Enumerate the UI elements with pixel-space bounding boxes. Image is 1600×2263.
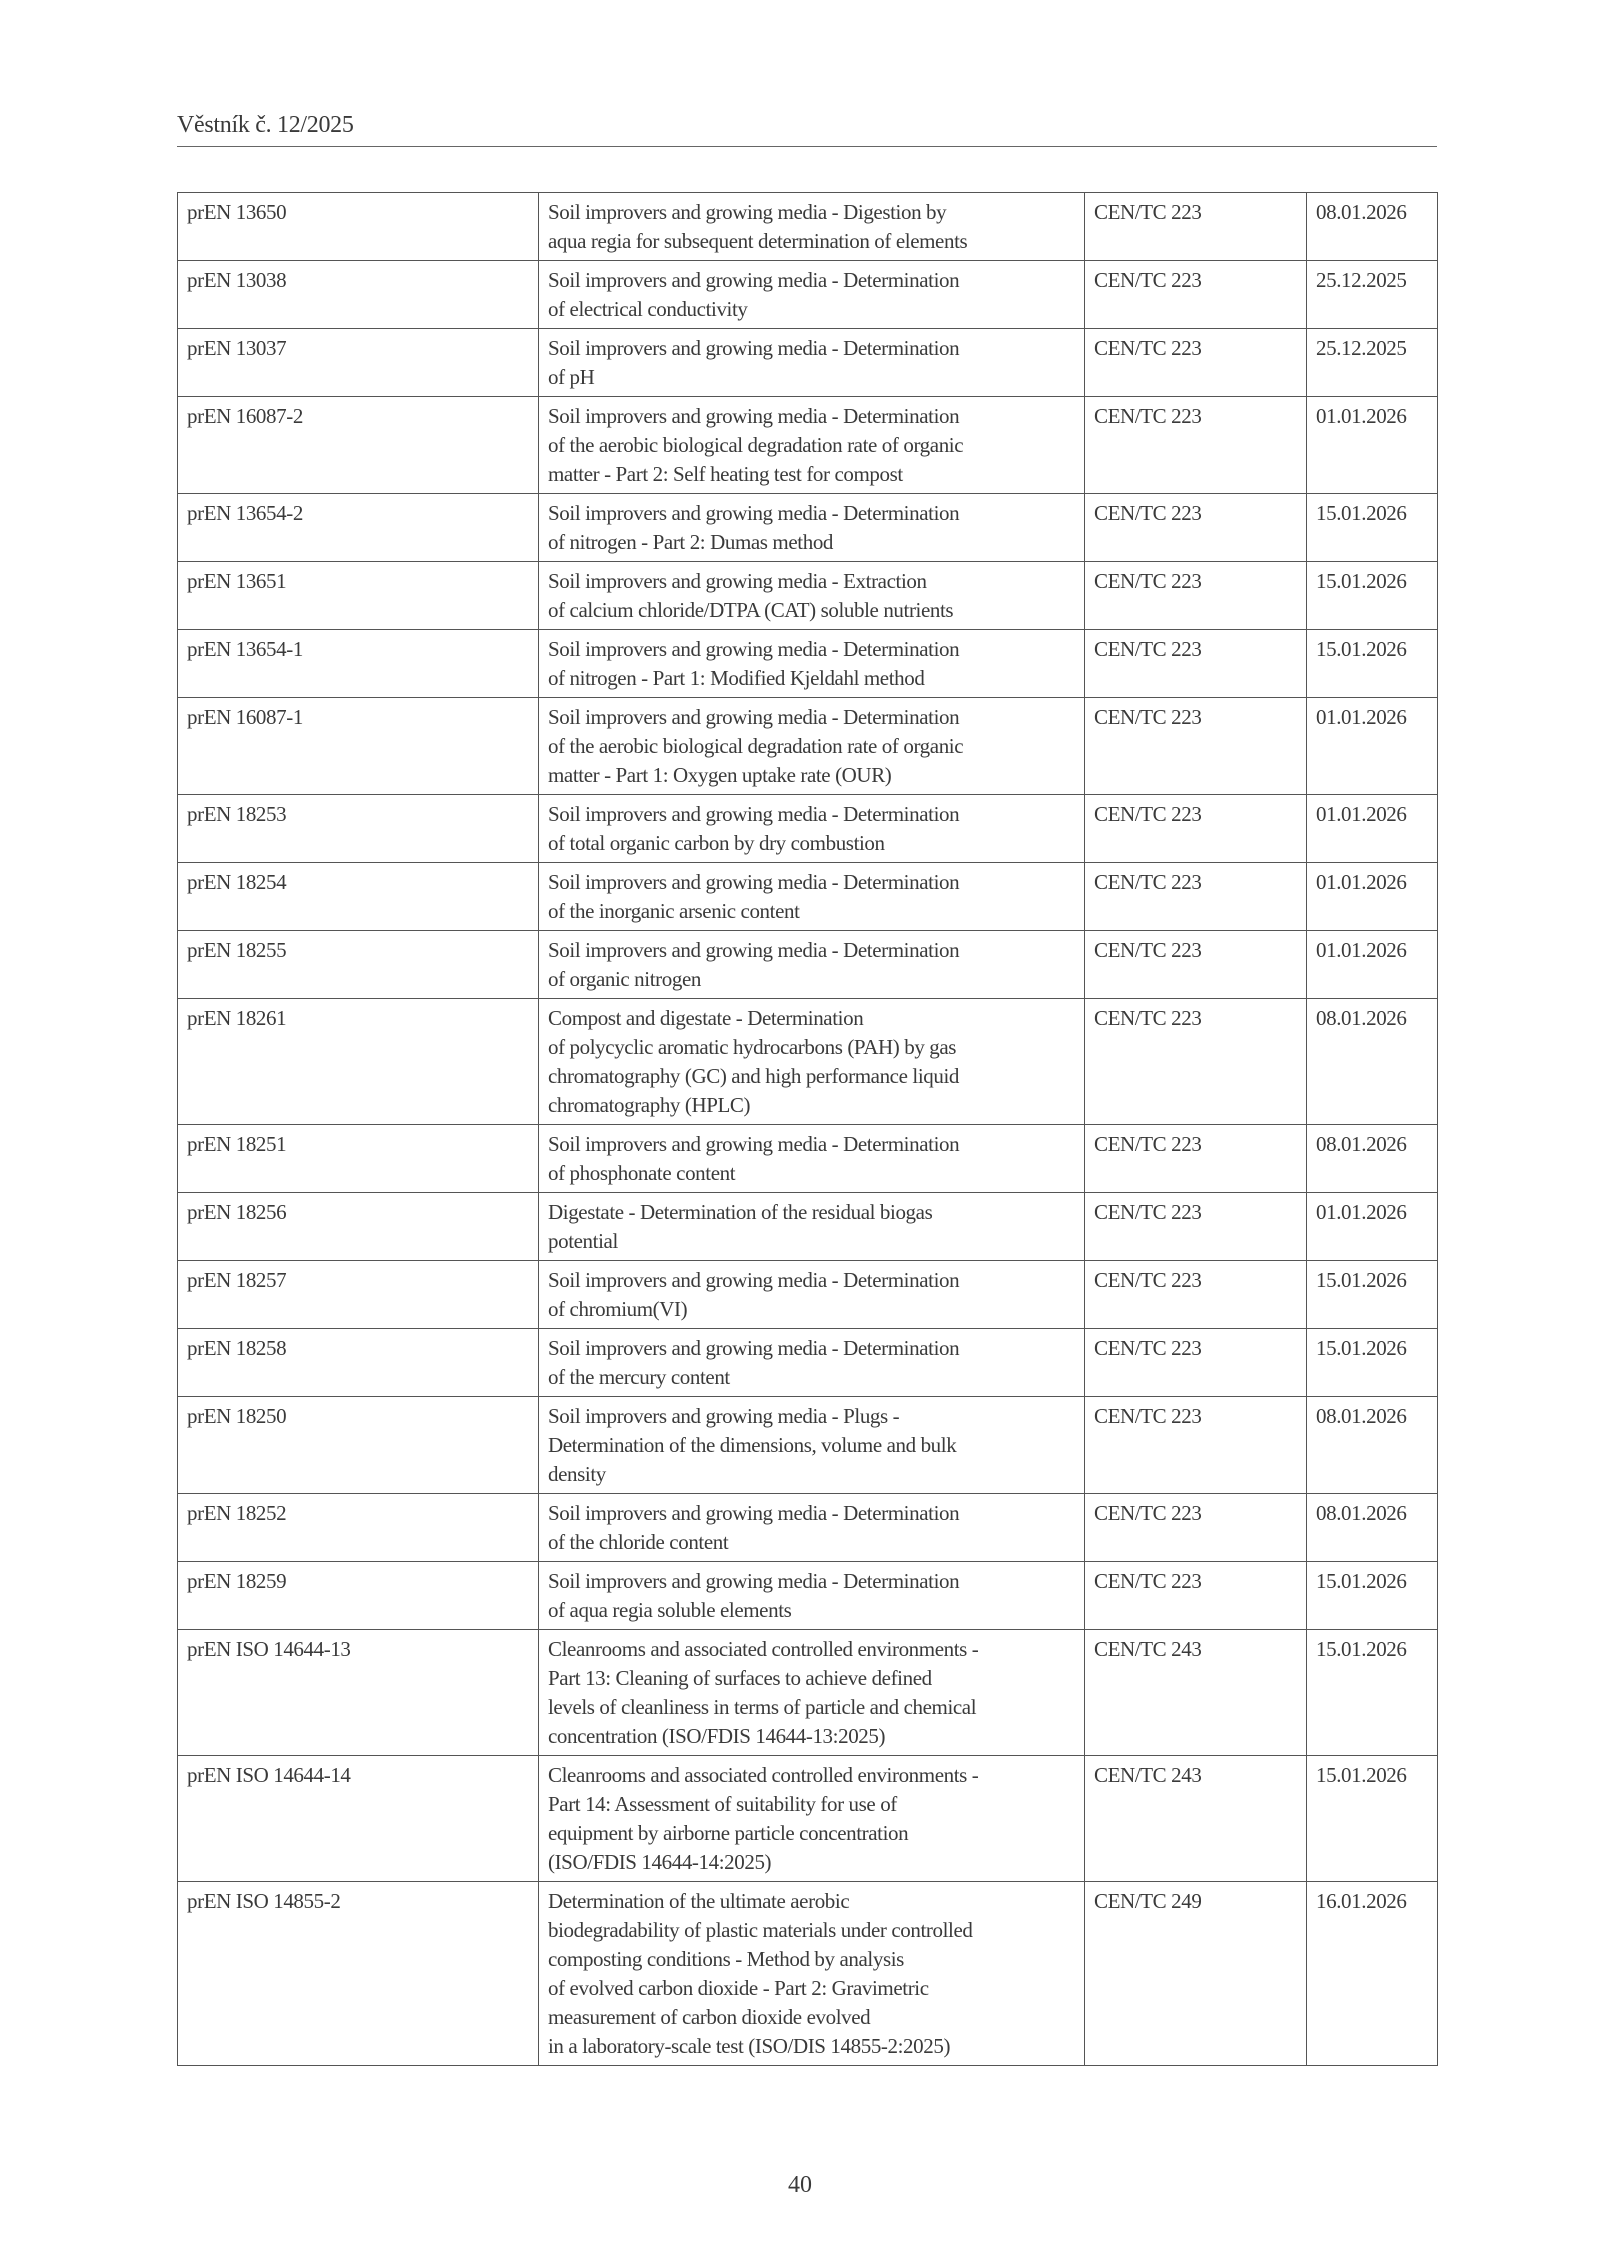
standard-code: prEN 18252 [178, 1494, 539, 1562]
technical-committee: CEN/TC 223 [1085, 1329, 1307, 1397]
technical-committee: CEN/TC 243 [1085, 1756, 1307, 1882]
table-row [178, 1494, 1438, 1562]
technical-committee: CEN/TC 223 [1085, 329, 1307, 397]
technical-committee: CEN/TC 223 [1085, 1125, 1307, 1193]
standard-title: Determination of the ultimate aerobic biodegradability of plastic materials under controlled composting conditions - Method by analysis of evolved carbon dioxide - Part 2: Gravimetric measurement of carbon dioxide evolved in a laboratory-scale test (ISO/DIS 14855-2:2025) [539, 1882, 1085, 2066]
deadline-date: 08.01.2026 [1307, 1125, 1438, 1193]
table-row [178, 562, 1438, 630]
standard-code: prEN 18250 [178, 1397, 539, 1494]
standard-code: prEN 18258 [178, 1329, 539, 1397]
standard-title: Soil improvers and growing media - Determination of organic nitrogen [539, 931, 1085, 999]
standard-title: Soil improvers and growing media - Determination of nitrogen - Part 1: Modified Kjeldahl method [539, 630, 1085, 698]
table-row [178, 698, 1438, 795]
standard-title: Soil improvers and growing media - Extraction of calcium chloride/DTPA (CAT) soluble nutrients [539, 562, 1085, 630]
deadline-date: 25.12.2025 [1307, 261, 1438, 329]
deadline-date: 01.01.2026 [1307, 698, 1438, 795]
table-row [178, 1329, 1438, 1397]
deadline-date: 08.01.2026 [1307, 193, 1438, 261]
table-row [178, 1882, 1438, 2066]
table-row [178, 329, 1438, 397]
standard-code: prEN 13650 [178, 193, 539, 261]
technical-committee: CEN/TC 223 [1085, 795, 1307, 863]
deadline-date: 25.12.2025 [1307, 329, 1438, 397]
standard-title: Soil improvers and growing media - Digestion by aqua regia for subsequent determination of elements [539, 193, 1085, 261]
deadline-date: 15.01.2026 [1307, 1562, 1438, 1630]
deadline-date: 01.01.2026 [1307, 795, 1438, 863]
table-row [178, 261, 1438, 329]
table-row [178, 1630, 1438, 1756]
deadline-date: 01.01.2026 [1307, 863, 1438, 931]
technical-committee: CEN/TC 223 [1085, 1193, 1307, 1261]
standard-title: Compost and digestate - Determination of polycyclic aromatic hydrocarbons (PAH) by gas chromatography (GC) and high performance liquid chromatography (HPLC) [539, 999, 1085, 1125]
deadline-date: 01.01.2026 [1307, 1193, 1438, 1261]
deadline-date: 15.01.2026 [1307, 1756, 1438, 1882]
standard-title: Soil improvers and growing media - Determination of aqua regia soluble elements [539, 1562, 1085, 1630]
standard-code: prEN 13654-2 [178, 494, 539, 562]
technical-committee: CEN/TC 223 [1085, 562, 1307, 630]
table-row [178, 494, 1438, 562]
standard-title: Soil improvers and growing media - Determination of phosphonate content [539, 1125, 1085, 1193]
technical-committee: CEN/TC 223 [1085, 1397, 1307, 1494]
standard-code: prEN ISO 14644-14 [178, 1756, 539, 1882]
table-row [178, 863, 1438, 931]
standard-title: Soil improvers and growing media - Determination of pH [539, 329, 1085, 397]
standard-code: prEN 16087-1 [178, 698, 539, 795]
standard-code: prEN 13037 [178, 329, 539, 397]
technical-committee: CEN/TC 223 [1085, 931, 1307, 999]
standard-code: prEN 18256 [178, 1193, 539, 1261]
standard-code: prEN 18253 [178, 795, 539, 863]
technical-committee: CEN/TC 223 [1085, 999, 1307, 1125]
deadline-date: 15.01.2026 [1307, 562, 1438, 630]
table-row [178, 795, 1438, 863]
technical-committee: CEN/TC 223 [1085, 494, 1307, 562]
standard-title: Soil improvers and growing media - Plugs - Determination of the dimensions, volume and bulk density [539, 1397, 1085, 1494]
standard-code: prEN 18257 [178, 1261, 539, 1329]
standard-code: prEN 16087-2 [178, 397, 539, 494]
table-row [178, 1397, 1438, 1494]
technical-committee: CEN/TC 243 [1085, 1630, 1307, 1756]
deadline-date: 15.01.2026 [1307, 630, 1438, 698]
page-number: 40 [788, 2172, 812, 2198]
deadline-date: 01.01.2026 [1307, 931, 1438, 999]
deadline-date: 15.01.2026 [1307, 1329, 1438, 1397]
table-row [178, 193, 1438, 261]
table-row [178, 397, 1438, 494]
standard-title: Cleanrooms and associated controlled environments - Part 14: Assessment of suitability for use of equipment by airborne particle concentration (ISO/FDIS 14644-14:2025) [539, 1756, 1085, 1882]
technical-committee: CEN/TC 223 [1085, 1494, 1307, 1562]
technical-committee: CEN/TC 223 [1085, 630, 1307, 698]
standard-title: Soil improvers and growing media - Determination of the mercury content [539, 1329, 1085, 1397]
table-row [178, 1193, 1438, 1261]
standard-title: Soil improvers and growing media - Determination of the chloride content [539, 1494, 1085, 1562]
technical-committee: CEN/TC 223 [1085, 863, 1307, 931]
standard-title: Soil improvers and growing media - Determination of chromium(VI) [539, 1261, 1085, 1329]
standard-code: prEN 18255 [178, 931, 539, 999]
standard-code: prEN 18259 [178, 1562, 539, 1630]
technical-committee: CEN/TC 223 [1085, 397, 1307, 494]
technical-committee: CEN/TC 249 [1085, 1882, 1307, 2066]
standard-code: prEN 13651 [178, 562, 539, 630]
standard-title: Soil improvers and growing media - Determination of electrical conductivity [539, 261, 1085, 329]
table-row [178, 931, 1438, 999]
standard-title: Soil improvers and growing media - Determination of the aerobic biological degradation rate of organic matter - Part 1: Oxygen uptake rate (OUR) [539, 698, 1085, 795]
standard-title: Soil improvers and growing media - Determination of nitrogen - Part 2: Dumas method [539, 494, 1085, 562]
deadline-date: 15.01.2026 [1307, 1261, 1438, 1329]
standard-title: Cleanrooms and associated controlled environments - Part 13: Cleaning of surfaces to achieve defined levels of cleanliness in terms of particle and chemical concentration (ISO/FDIS 14644-13:2025) [539, 1630, 1085, 1756]
table-row [178, 1125, 1438, 1193]
technical-committee: CEN/TC 223 [1085, 1261, 1307, 1329]
standard-code: prEN 18254 [178, 863, 539, 931]
standards-table [177, 192, 1438, 2066]
standard-code: prEN 13038 [178, 261, 539, 329]
deadline-date: 08.01.2026 [1307, 1397, 1438, 1494]
technical-committee: CEN/TC 223 [1085, 1562, 1307, 1630]
deadline-date: 15.01.2026 [1307, 494, 1438, 562]
running-header: Věstník č. 12/2025 [177, 112, 354, 138]
technical-committee: CEN/TC 223 [1085, 698, 1307, 795]
standard-code: prEN 18261 [178, 999, 539, 1125]
standard-title: Digestate - Determination of the residual biogas potential [539, 1193, 1085, 1261]
deadline-date: 15.01.2026 [1307, 1630, 1438, 1756]
standard-title: Soil improvers and growing media - Determination of total organic carbon by dry combustion [539, 795, 1085, 863]
table-row [178, 1756, 1438, 1882]
table-row [178, 630, 1438, 698]
technical-committee: CEN/TC 223 [1085, 193, 1307, 261]
standard-title: Soil improvers and growing media - Determination of the aerobic biological degradation rate of organic matter - Part 2: Self heating test for compost [539, 397, 1085, 494]
standard-code: prEN ISO 14644-13 [178, 1630, 539, 1756]
header-divider [177, 146, 1437, 147]
table-row [178, 999, 1438, 1125]
table-row [178, 1261, 1438, 1329]
standard-title: Soil improvers and growing media - Determination of the inorganic arsenic content [539, 863, 1085, 931]
deadline-date: 08.01.2026 [1307, 1494, 1438, 1562]
deadline-date: 16.01.2026 [1307, 1882, 1438, 2066]
table-row [178, 1562, 1438, 1630]
standard-code: prEN 18251 [178, 1125, 539, 1193]
deadline-date: 01.01.2026 [1307, 397, 1438, 494]
standard-code: prEN ISO 14855-2 [178, 1882, 539, 2066]
deadline-date: 08.01.2026 [1307, 999, 1438, 1125]
technical-committee: CEN/TC 223 [1085, 261, 1307, 329]
standard-code: prEN 13654-1 [178, 630, 539, 698]
